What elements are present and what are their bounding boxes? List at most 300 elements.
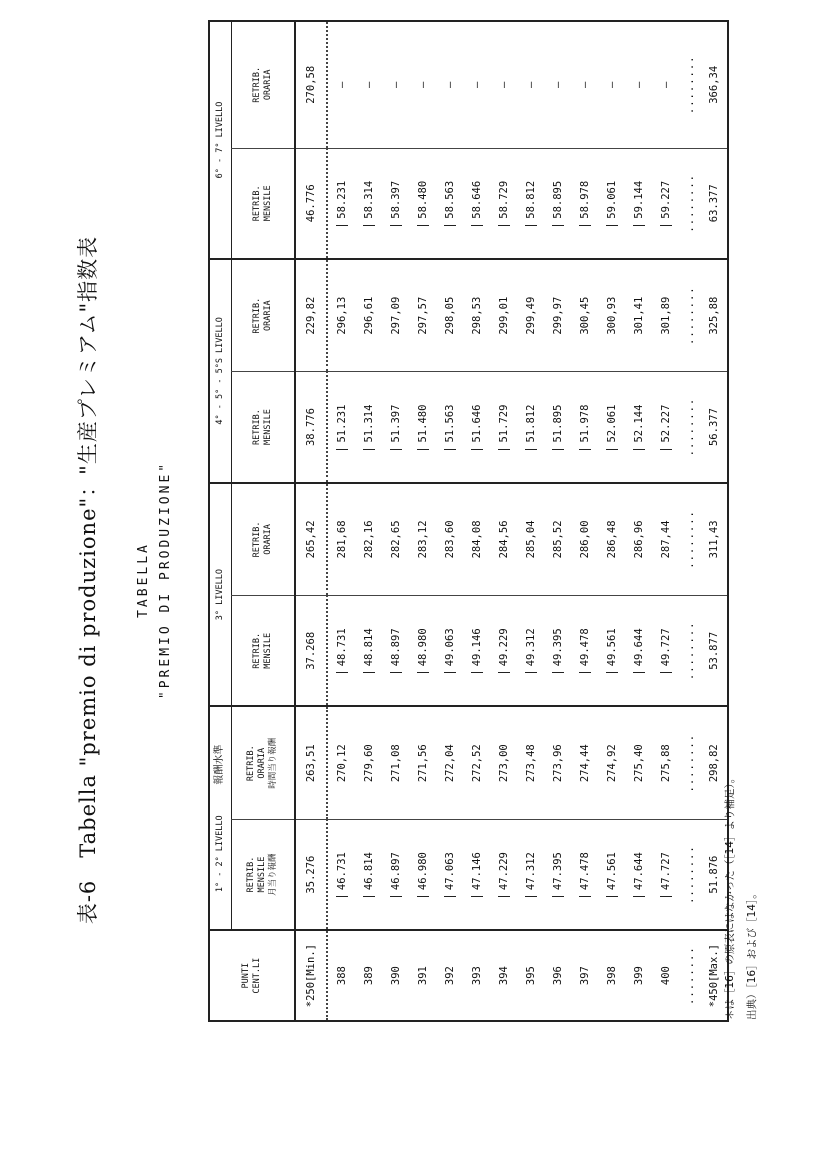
oraria-cell (701, 21, 728, 148)
mensile-cell (544, 148, 571, 259)
mensile-cell (544, 372, 571, 483)
row-marker (606, 449, 618, 450)
cell-value: 49.229 (497, 628, 510, 667)
mensile-cell (679, 372, 701, 483)
cell-value: 51.480 (416, 404, 429, 443)
oraria-cell (327, 21, 355, 148)
oraria-cell (652, 483, 679, 596)
punti-cell: 395 (517, 930, 544, 1021)
oraria-cell (517, 21, 544, 148)
row-marker (363, 225, 375, 226)
cell-value: 58.895 (551, 180, 564, 219)
cell-value: ........ (684, 845, 696, 904)
mensile-cell (463, 148, 490, 259)
oraria-cell (355, 483, 382, 596)
oraria-cell (571, 21, 598, 148)
cell-value: – (632, 81, 645, 88)
cell-value: – (389, 81, 402, 88)
oraria-cell (544, 21, 571, 148)
oraria-cell (355, 707, 382, 820)
cell-value: – (470, 81, 483, 88)
subheader-label: RETRIB. MENSILE 月当り報酬 (246, 853, 279, 896)
oraria-cell (409, 259, 436, 372)
row-marker (417, 225, 429, 226)
row-marker (606, 896, 618, 897)
mensile-cell (436, 819, 463, 930)
oraria-cell (625, 707, 652, 820)
mensile-cell (327, 148, 355, 259)
row-marker (552, 225, 564, 226)
punti-cell: 396 (544, 930, 571, 1021)
cell-value: 47.063 (443, 852, 456, 891)
subheader-label: RETRIB. ORARIA (251, 521, 273, 558)
cell-value: 63.377 (708, 184, 720, 223)
mensile-cell (409, 148, 436, 259)
oraria-cell (679, 707, 701, 820)
subheader-oraria (231, 21, 295, 148)
mensile-cell (327, 372, 355, 483)
row-marker (363, 896, 375, 897)
row-marker (471, 896, 483, 897)
oraria-cell (598, 259, 625, 372)
cell-value: 49.063 (443, 628, 456, 667)
mensile-cell (571, 372, 598, 483)
punti-cell: 389 (355, 930, 382, 1021)
cell-value: 58.480 (416, 180, 429, 219)
cell-value: – (497, 81, 510, 88)
row-marker (633, 896, 645, 897)
cell-value: 58.812 (524, 180, 537, 219)
row-marker (660, 672, 672, 673)
cell-value: 49.395 (551, 628, 564, 667)
mensile-cell (295, 819, 327, 930)
cell-value: 51.729 (497, 404, 510, 443)
oraria-cell (598, 21, 625, 148)
subheader-label: RETRIB. ORARIA (251, 297, 273, 334)
cell-value: 273,00 (497, 744, 510, 783)
mensile-cell (436, 148, 463, 259)
cell-value: 283,12 (416, 520, 429, 559)
cell-value: 51.231 (335, 404, 348, 443)
punti-cell: 388 (327, 930, 355, 1021)
oraria-cell (382, 21, 409, 148)
subheader-label: RETRIB. MENSILE (251, 632, 273, 669)
cell-value: 49.561 (605, 628, 618, 667)
cell-value: ........ (684, 55, 696, 115)
cell-value: 284,56 (497, 520, 510, 559)
oraria-cell (679, 21, 701, 148)
cell-value: 286,96 (632, 520, 645, 559)
row-marker (417, 896, 429, 897)
premio-table (208, 20, 729, 1022)
cell-value: 299,49 (524, 296, 537, 335)
oraria-cell (382, 259, 409, 372)
oraria-cell (327, 707, 355, 820)
oraria-cell (490, 21, 517, 148)
cell-value: – (362, 81, 375, 88)
oraria-cell (571, 707, 598, 820)
cell-value: 47.312 (524, 852, 537, 891)
mensile-cell (355, 596, 382, 707)
punti-cell: *250[Min.] (295, 930, 327, 1021)
subheader-label: RETRIB. ORARIA 時間当り報酬 (246, 737, 279, 789)
level-header-3 (209, 483, 231, 707)
punti-cell: ........ (679, 930, 701, 1021)
mensile-cell (652, 148, 679, 259)
oraria-cell (679, 483, 701, 596)
mensile-cell (598, 148, 625, 259)
cell-value: 47.644 (632, 852, 645, 891)
row-marker (336, 896, 348, 897)
cell-value: 298,53 (470, 296, 483, 335)
mensile-cell (625, 596, 652, 707)
cell-value: 52.144 (632, 404, 645, 443)
punti-cell: 398 (598, 930, 625, 1021)
table-row (436, 21, 463, 1021)
row-marker (471, 449, 483, 450)
mensile-cell (598, 596, 625, 707)
cell-value: – (443, 81, 456, 88)
oraria-cell (295, 259, 327, 372)
row-marker (417, 449, 429, 450)
punti-cell: 400 (652, 930, 679, 1021)
mensile-cell (295, 372, 327, 483)
row-marker (498, 449, 510, 450)
oraria-cell (409, 21, 436, 148)
oraria-cell (295, 707, 327, 820)
oraria-cell (652, 21, 679, 148)
cell-value: 275,40 (632, 744, 645, 783)
subheader-mensile (231, 819, 295, 930)
cell-value: 325,88 (708, 296, 720, 335)
mensile-cell (490, 819, 517, 930)
cell-value: 46.814 (362, 852, 375, 891)
oraria-cell (409, 483, 436, 596)
row-marker (417, 672, 429, 673)
table-row (517, 21, 544, 1021)
row-marker (552, 672, 564, 673)
cell-value: 47.727 (659, 852, 672, 891)
cell-value: 271,56 (416, 744, 429, 783)
mensile-cell (701, 596, 728, 707)
oraria-cell (327, 483, 355, 596)
cell-value: 59.061 (605, 180, 618, 219)
cell-value: – (416, 81, 429, 88)
table-row (679, 21, 701, 1021)
cell-value: 51.646 (470, 404, 483, 443)
cell-value: 37.268 (305, 631, 317, 670)
table-row (382, 21, 409, 1021)
cell-value: 282,16 (362, 520, 375, 559)
cell-value: 285,04 (524, 520, 537, 559)
mensile-cell (598, 819, 625, 930)
oraria-cell (571, 483, 598, 596)
mensile-cell (679, 819, 701, 930)
mensile-cell (295, 148, 327, 259)
level-name: 3° LIVELLO (214, 569, 225, 621)
cell-value: 300,45 (578, 296, 591, 335)
cell-value: 283,60 (443, 520, 456, 559)
mensile-cell (517, 372, 544, 483)
cell-value: 263,51 (305, 744, 317, 783)
row-marker (390, 449, 402, 450)
row-marker (579, 896, 591, 897)
cell-value: 48.731 (335, 628, 348, 667)
oraria-cell (652, 707, 679, 820)
cell-value: 48.980 (416, 628, 429, 667)
oraria-cell (625, 21, 652, 148)
oraria-cell (544, 259, 571, 372)
oraria-cell (490, 707, 517, 820)
cell-value: 299,01 (497, 296, 510, 335)
oraria-cell (625, 483, 652, 596)
cell-value: 58.563 (443, 180, 456, 219)
mensile-cell (409, 596, 436, 707)
cell-value: 281,68 (335, 520, 348, 559)
mensile-cell (382, 148, 409, 259)
row-marker (471, 672, 483, 673)
oraria-cell (295, 21, 327, 148)
mensile-cell (679, 148, 701, 259)
cell-value: ........ (684, 510, 696, 569)
row-marker (633, 225, 645, 226)
mensile-cell (382, 596, 409, 707)
cell-value: 49.644 (632, 628, 645, 667)
cell-value: 46.897 (389, 852, 402, 891)
mensile-cell (463, 372, 490, 483)
footnote-asterisk: ＊は［16］の原表にはなかった（［14］より補足）。 (724, 772, 736, 1020)
oraria-cell (625, 259, 652, 372)
level-header-6-7 (209, 21, 231, 259)
cell-value: – (578, 81, 591, 88)
mensile-cell (409, 372, 436, 483)
punti-cell: 394 (490, 930, 517, 1021)
cell-value: 58.646 (470, 180, 483, 219)
cell-value: 270,58 (305, 65, 317, 104)
cell-value: – (605, 81, 618, 88)
cell-value: 52.227 (659, 404, 672, 443)
row-marker (390, 225, 402, 226)
mensile-cell (355, 819, 382, 930)
cell-value: 272,04 (443, 744, 456, 783)
cell-value: 38.776 (305, 408, 317, 447)
cell-value: ........ (684, 621, 696, 681)
cell-value: 47.395 (551, 852, 564, 891)
mensile-cell (701, 372, 728, 483)
cell-value: 282,65 (389, 520, 402, 559)
row-marker (471, 225, 483, 226)
cell-value: 279,60 (362, 744, 375, 783)
oraria-cell (295, 483, 327, 596)
cell-value: 366,34 (708, 65, 720, 104)
row-marker (660, 896, 672, 897)
mensile-cell (701, 148, 728, 259)
oraria-cell (463, 259, 490, 372)
row-marker (498, 672, 510, 673)
subheader-label: RETRIB. MENSILE (251, 185, 273, 222)
oraria-cell (517, 707, 544, 820)
oraria-cell (517, 483, 544, 596)
cell-value: 49.312 (524, 628, 537, 667)
mensile-cell (571, 596, 598, 707)
table-row (463, 21, 490, 1021)
oraria-cell (652, 259, 679, 372)
cell-value: 46.776 (305, 184, 317, 223)
row-marker (444, 449, 456, 450)
row-marker (390, 896, 402, 897)
cell-value: 59.227 (659, 180, 672, 219)
mensile-cell (355, 148, 382, 259)
mensile-cell (490, 372, 517, 483)
mensile-cell (517, 596, 544, 707)
row-marker (525, 225, 537, 226)
mensile-cell (436, 372, 463, 483)
level-header-1-2 (209, 707, 231, 931)
cell-value: 51.314 (362, 404, 375, 443)
cell-value: 298,82 (708, 744, 720, 783)
subheader-label: RETRIB. MENSILE (251, 409, 273, 445)
mensile-cell (382, 819, 409, 930)
mensile-cell (490, 148, 517, 259)
mensile-cell (625, 372, 652, 483)
mensile-cell (327, 596, 355, 707)
mensile-cell (571, 819, 598, 930)
cell-value: 46.731 (335, 852, 348, 891)
cell-value: 274,44 (578, 744, 591, 783)
punti-cell: 397 (571, 930, 598, 1021)
mensile-cell (463, 596, 490, 707)
oraria-cell (490, 259, 517, 372)
cell-value: 271,08 (389, 744, 402, 783)
mensile-cell (625, 148, 652, 259)
cell-value: 301,89 (659, 296, 672, 335)
oraria-cell (463, 707, 490, 820)
cell-value: ........ (684, 397, 696, 457)
table-row (409, 21, 436, 1021)
mensile-cell (517, 819, 544, 930)
oraria-cell (382, 707, 409, 820)
mensile-cell (598, 372, 625, 483)
cell-value: 47.229 (497, 852, 510, 891)
oraria-cell (544, 707, 571, 820)
oraria-cell (355, 259, 382, 372)
cell-value: 35.276 (305, 855, 317, 894)
row-marker (606, 672, 618, 673)
cell-value: 299,97 (551, 296, 564, 335)
cell-value: 58.231 (335, 180, 348, 219)
mensile-cell (409, 819, 436, 930)
cell-value: 49.146 (470, 628, 483, 667)
cell-value: 274,92 (605, 744, 618, 783)
table-row (571, 21, 598, 1021)
oraria-cell (463, 483, 490, 596)
cell-value: 48.814 (362, 628, 375, 667)
cell-value: 47.561 (605, 852, 618, 891)
table-row (544, 21, 571, 1021)
mensile-cell (652, 819, 679, 930)
row-marker (336, 449, 348, 450)
cell-value: – (551, 81, 564, 88)
cell-value: 59.144 (632, 180, 645, 219)
level-name: 1° - 2° LIVELLO (215, 815, 226, 893)
row-marker (552, 896, 564, 897)
oraria-cell (679, 259, 701, 372)
oraria-cell (327, 259, 355, 372)
row-marker (336, 672, 348, 673)
cell-value: 49.478 (578, 628, 591, 667)
row-marker (336, 225, 348, 226)
cell-value: 286,00 (578, 520, 591, 559)
punti-header (209, 930, 295, 1021)
subheader-label: RETRIB. ORARIA (251, 66, 273, 103)
punti-cell: 390 (382, 930, 409, 1021)
mensile-cell (625, 819, 652, 930)
cell-value: 285,52 (551, 520, 564, 559)
cell-value: 58.397 (389, 180, 402, 219)
cell-value: 51.397 (389, 404, 402, 443)
row-marker (363, 449, 375, 450)
table-title-japanese: 表-6 Tabella "premio di produzione"："生産プレミアム"指数表 (76, 235, 100, 925)
oraria-cell (701, 483, 728, 596)
oraria-cell (701, 259, 728, 372)
oraria-cell (490, 483, 517, 596)
cell-value: 273,48 (524, 744, 537, 783)
oraria-cell (463, 21, 490, 148)
cell-value: 273,96 (551, 744, 564, 783)
punti-cell: 393 (463, 930, 490, 1021)
subheader-oraria (231, 707, 295, 820)
table-row (598, 21, 625, 1021)
mensile-cell (679, 596, 701, 707)
row-marker (444, 896, 456, 897)
level-name: 6° - 7° LIVELLO (214, 101, 225, 179)
cell-value: 300,93 (605, 296, 618, 335)
row-marker (660, 225, 672, 226)
cell-value: – (335, 81, 348, 88)
cell-value: 229,82 (305, 296, 317, 335)
cell-value: 297,57 (416, 296, 429, 335)
mensile-cell (327, 819, 355, 930)
mensile-cell (490, 596, 517, 707)
table-row (295, 21, 327, 1021)
subheader-mensile (231, 372, 295, 483)
cell-value: 265,42 (305, 520, 317, 559)
cell-value: 47.478 (578, 852, 591, 891)
cell-value: 49.727 (659, 628, 672, 667)
cell-value: 287,44 (659, 520, 672, 559)
punti-cell: 391 (409, 930, 436, 1021)
oraria-cell (598, 483, 625, 596)
row-marker (660, 449, 672, 450)
oraria-cell (436, 259, 463, 372)
cell-value: 275,88 (659, 744, 672, 783)
table-row (327, 21, 355, 1021)
cell-value: 48.897 (389, 628, 402, 667)
row-marker (579, 672, 591, 673)
table-body (295, 21, 728, 1021)
cell-value: 298,05 (443, 296, 456, 335)
cell-value: 296,13 (335, 296, 348, 335)
row-marker (444, 225, 456, 226)
footnote-source: 出典）［16］および［14］。 (746, 888, 758, 1020)
cell-value: 51.978 (578, 404, 591, 443)
row-marker (444, 672, 456, 673)
cell-value: 51.563 (443, 404, 456, 443)
punti-header-label: PUNTI CENT.LI (241, 957, 262, 994)
table-row (490, 21, 517, 1021)
cell-value: 58.978 (578, 180, 591, 219)
cell-value: ........ (684, 174, 696, 233)
